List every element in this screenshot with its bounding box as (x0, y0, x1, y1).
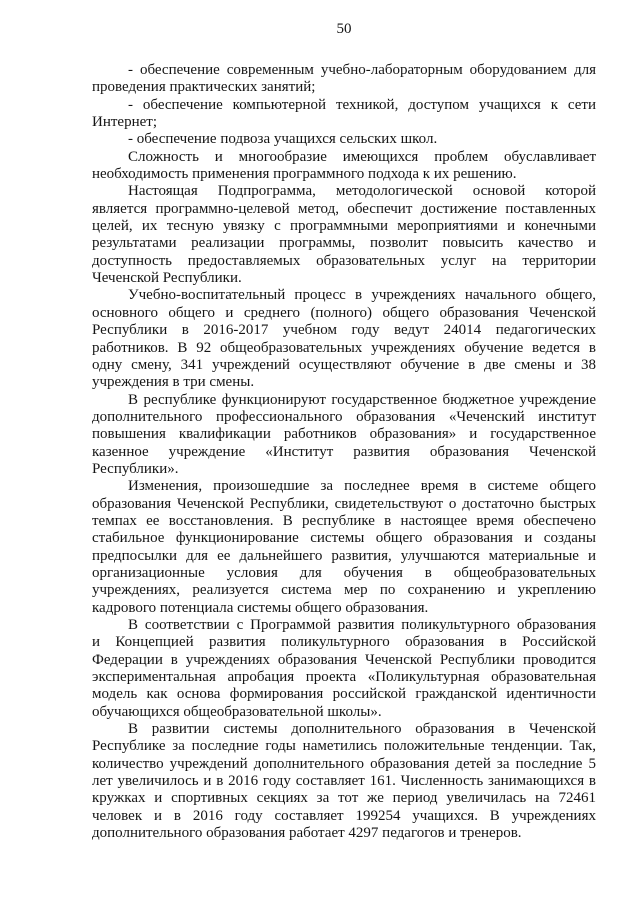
text-line: Республики в 2016-2017 учебном году ведут 24014 педагогических (92, 322, 596, 339)
text-line: В соответствии с Программой развития поликультурного образования (128, 617, 596, 633)
text-line: и Концепцией развития поликультурного образования в Российской (92, 634, 596, 651)
text-line: основного общего и среднего (полного) общего образования Чеченской (92, 304, 596, 321)
text-line: Настоящая Подпрограмма, методологической основой которой (128, 183, 596, 200)
text-line: стабильное функционирование системы общего образования и созданы (92, 530, 596, 547)
text-line: целей, их тесную увязку с программными мероприятиями и конечными (92, 218, 596, 235)
page-number: 50 (336, 21, 352, 37)
paragraph (92, 183, 596, 287)
text-line: результатами реализации программы, позволит повысить качество и (92, 235, 596, 252)
paragraph (92, 131, 596, 148)
text-line: Республики». (92, 460, 179, 477)
text-line: образования Чеченской Республики, свидетельствуют о достаточно быстрых (92, 495, 596, 512)
text-line: Учебно-воспитательный процесс в учреждениях начального общего, (128, 287, 596, 304)
text-line: Федерации в учреждениях образования Чеченской Республики проводится (92, 651, 596, 668)
paragraph (92, 478, 596, 617)
paragraph (92, 149, 596, 184)
text-line: - обеспечение компьютерной техникой, доступом учащихся к сети (128, 96, 596, 113)
text-line: темпах ее восстановления. В республике в настоящее время обеспечено (92, 512, 596, 529)
text-line: Изменения, произошедшие за последнее время в системе общего (128, 478, 596, 495)
text-line: необходимость применения программного подхода к их решению. (92, 166, 517, 183)
paragraph (92, 721, 596, 842)
text-line: - обеспечение современным учебно-лабораторным оборудованием для (128, 62, 596, 78)
text-line: лет увеличилось и в 2016 году составляет 161. Численность занимающихся в (92, 773, 596, 790)
body-text (92, 62, 596, 842)
paragraph (92, 392, 596, 479)
text-line: человек и в 2016 году составляет 199254 учащихся. В учреждениях (92, 807, 596, 824)
paragraph (92, 617, 596, 721)
text-line: количество учреждений дополнительного образования детей за последние 5 (92, 755, 596, 772)
text-line: одну смену, 341 учреждений осуществляют обучение в две смены и 38 (92, 356, 596, 373)
paragraph (92, 97, 596, 132)
text-line: работников. В 92 общеобразовательных учреждениях обучение ведется в (92, 339, 596, 356)
text-line: предпосылки для ее дальнейшего развития, улучшаются материальные и (92, 547, 596, 564)
text-line: В развитии системы дополнительного образования в Чеченской (128, 721, 596, 738)
text-line: Чеченской Республики. (92, 270, 242, 287)
text-line: экспериментальная апробация проекта «Поликультурная образовательная (92, 669, 596, 686)
text-line: организационные условия для обучения в общеобразовательных (92, 564, 596, 581)
text-line: дополнительного образования работает 4297 педагогов и тренеров. (92, 825, 522, 842)
text-line: обучающихся общеобразовательной школы». (92, 703, 382, 720)
text-line: учреждения в три смены. (92, 374, 255, 391)
text-line: кружках и спортивных секциях за тот же период увеличилась на 72461 (92, 790, 596, 807)
text-line: повышения квалификации работников образования» и государственное (92, 426, 596, 443)
text-line: учреждениях, реализуется система мер по сохранению и укреплению (92, 582, 596, 599)
text-line: дополнительного профессионального образования «Чеченский институт (92, 408, 596, 425)
text-line: является программно-целевой метод, обеспечит достижение поставленных (92, 200, 596, 217)
text-line: Сложность и многообразие имеющихся проблем обуславливает (128, 148, 596, 165)
text-line: - обеспечение подвоза учащихся сельских школ. (128, 131, 438, 148)
text-line: доступность предоставляемых образовательных услуг на территории (92, 252, 596, 269)
text-line: казенное учреждение «Институт развития образования Чеченской (92, 443, 596, 460)
text-line: проведения практических занятий; (92, 79, 316, 96)
text-line: модель как основа формирования российской гражданской идентичности (92, 686, 596, 703)
text-line: Интернет; (92, 114, 157, 131)
paragraph (92, 287, 596, 391)
text-line: Республике за последние годы наметились положительные тенденции. Так, (92, 738, 596, 755)
text-line: В республике функционируют государственное бюджетное учреждение (128, 391, 596, 408)
text-line: кадрового потенциала системы общего образования. (92, 599, 429, 616)
paragraph (92, 62, 596, 97)
